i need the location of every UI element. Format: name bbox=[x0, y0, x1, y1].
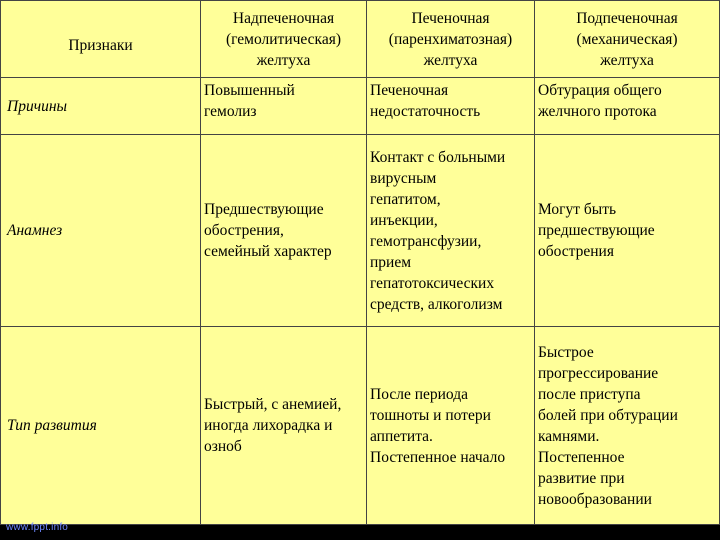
row-label: Тип развития bbox=[7, 417, 97, 434]
row-label: Анамнез bbox=[7, 222, 63, 239]
table-cell bbox=[367, 135, 535, 327]
header-col3: Подпеченочная (механическая) желтуха bbox=[576, 9, 678, 69]
table-header-row bbox=[1, 1, 720, 78]
header-col2-cell bbox=[367, 1, 535, 78]
table-cell bbox=[535, 327, 720, 525]
header-col1-cell bbox=[201, 1, 367, 78]
table-cell bbox=[535, 78, 720, 135]
header-label: Признаки bbox=[68, 36, 133, 54]
cell-text: Обтурация общего желчного протока bbox=[538, 82, 662, 120]
cell-text: После периода тошноты и потери аппетита. Постепенное начало bbox=[370, 385, 506, 466]
cell-text: Повышенный гемолиз bbox=[204, 82, 295, 120]
header-col2: Печеночная (паренхиматозная) желтуха bbox=[388, 9, 513, 69]
table-cell bbox=[201, 135, 367, 327]
table-cell bbox=[201, 78, 367, 135]
watermark-text: www.fppt.info bbox=[6, 522, 69, 533]
table-row-development bbox=[1, 327, 720, 525]
table-cell bbox=[367, 327, 535, 525]
table-row-causes bbox=[1, 78, 720, 135]
table-cell bbox=[201, 327, 367, 525]
header-col3-cell bbox=[535, 1, 720, 78]
row-label-cell bbox=[1, 135, 201, 327]
row-label-cell bbox=[1, 78, 201, 135]
table-cell bbox=[367, 78, 535, 135]
row-label: Причины bbox=[7, 97, 68, 115]
cell-text: Предшествующие обострения, семейный характер bbox=[204, 201, 332, 260]
cell-text: Быстрое прогрессирование после приступа болей при обтурации камнями. Постепенное развитие при новообразовании bbox=[538, 343, 678, 508]
header-col1: Надпеченочная (гемолитическая) желтуха bbox=[225, 9, 342, 69]
header-label-cell bbox=[1, 1, 201, 78]
cell-text: Печеночная недостаточность bbox=[370, 82, 481, 120]
row-label-cell bbox=[1, 327, 201, 525]
cell-text: Контакт с больными вирусным гепатитом, инъекции, гемотрансфузии, прием гепатотоксических средств, алкоголизм bbox=[370, 148, 506, 313]
cell-text: Могут быть предшествующие обострения bbox=[538, 201, 655, 260]
table-cell bbox=[535, 135, 720, 327]
table-row-anamnesis bbox=[1, 135, 720, 327]
cell-text: Быстрый, с анемией, иногда лихорадка и озноб bbox=[204, 396, 342, 455]
